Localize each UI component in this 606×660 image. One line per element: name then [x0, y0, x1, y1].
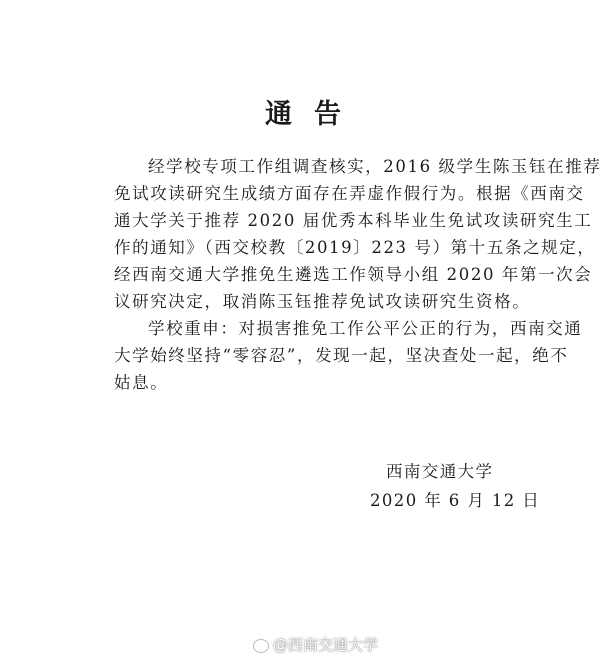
body-line: 学校重申：对损害推免工作公平公正的行为，西南交通	[148, 319, 583, 338]
signature-org: 西南交通大学	[386, 462, 494, 481]
body-line: 姑息。	[114, 373, 169, 392]
notice-title: 通告	[265, 99, 363, 130]
body-line: 作的通知》（西交校教〔2019〕223 号）第十五条之规定，	[114, 238, 596, 257]
weibo-icon	[253, 639, 269, 653]
watermark-text: @西南交通大学	[273, 636, 379, 654]
body-line: 议研究决定，取消陈玉钰推荐免试攻读研究生资格。	[114, 292, 531, 311]
body-line: 经西南交通大学推免生遴选工作领导小组 2020 年第一次会	[114, 265, 593, 284]
body-line: 免试攻读研究生成绩方面存在弄虚作假行为。根据《西南交	[114, 184, 585, 203]
body-line: 大学始终坚持“零容忍”，发现一起，坚决查处一起，绝不	[114, 346, 569, 365]
body-line: 通大学关于推荐 2020 届优秀本科毕业生免试攻读研究生工	[114, 211, 593, 230]
body-line: 经学校专项工作组调查核实，2016 级学生陈玉钰在推荐	[148, 157, 602, 176]
signature-date: 2020 年 6 月 12 日	[370, 491, 541, 510]
weibo-watermark	[253, 634, 378, 655]
